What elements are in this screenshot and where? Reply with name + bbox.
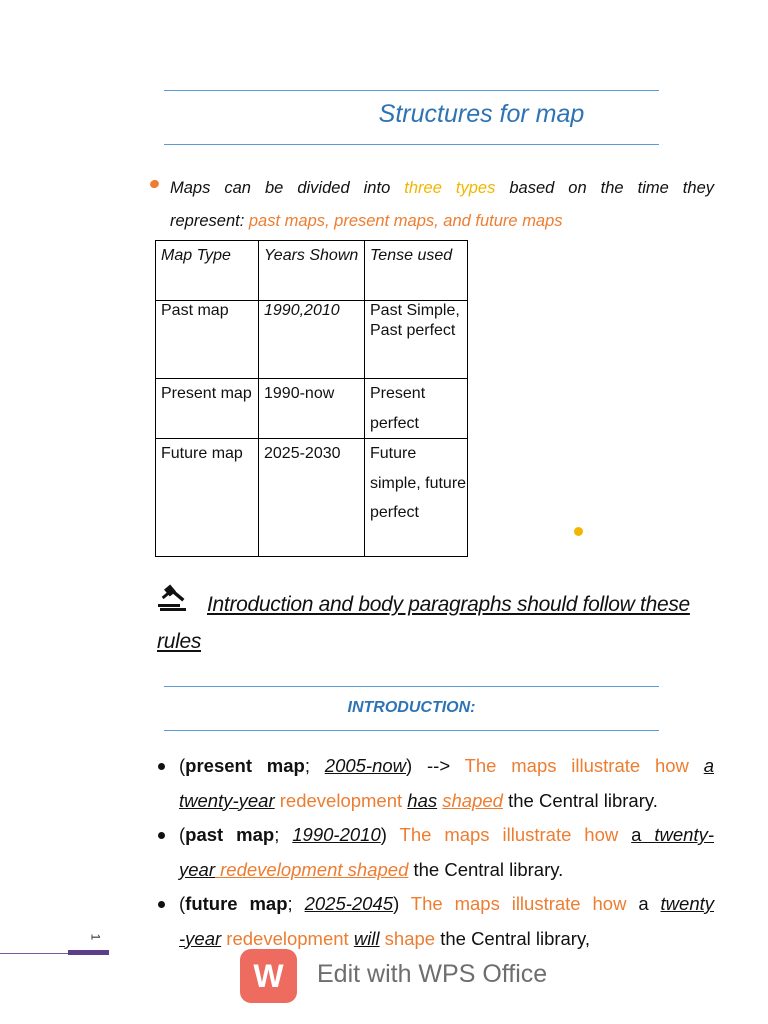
table-header-cell: Tense used xyxy=(365,241,468,301)
wps-logo-letter: W xyxy=(253,958,284,994)
table-cell: Past map xyxy=(156,301,259,379)
sentence-part: a xyxy=(631,824,642,845)
sentence-part: a xyxy=(638,893,661,914)
title-top-rule xyxy=(164,90,659,91)
page-title: Structures for map xyxy=(378,100,585,128)
bullet-line xyxy=(179,818,714,853)
bullet-line xyxy=(179,887,714,922)
bullet-line xyxy=(179,784,714,819)
sentence-part: the Central library, xyxy=(435,927,590,949)
years-range: 2025-2045 xyxy=(304,893,394,914)
sentence-part: The maps illustrate how xyxy=(410,893,639,914)
sentence-part: has xyxy=(407,789,438,811)
footer-bar xyxy=(68,950,109,955)
intro-text-3: based on the time they xyxy=(495,179,714,197)
wps-logo-icon[interactable] xyxy=(240,949,297,1003)
paren: ) xyxy=(393,893,411,914)
title-bottom-rule xyxy=(164,144,659,145)
intro-paragraph-line2 xyxy=(170,206,563,236)
years-range: 2005-now xyxy=(324,755,407,776)
table-header-cell: Years Shown xyxy=(259,241,365,301)
table-cell: 1990-now xyxy=(259,379,365,439)
table-cell: 1990,2010 xyxy=(259,301,365,379)
sentence-part: year xyxy=(179,858,215,880)
intro-text-4: represent: xyxy=(170,212,249,230)
table-row xyxy=(156,439,468,557)
sentence-part: shape xyxy=(379,927,436,949)
sentence-part: will xyxy=(353,927,380,949)
introduction-bullets xyxy=(157,749,714,956)
list-item xyxy=(157,818,714,887)
sentence-part: The maps illustrate how xyxy=(399,824,632,845)
intro-bottom-rule xyxy=(164,730,659,731)
years-range: 1990-2010 xyxy=(292,824,381,845)
table-cell: Future simple, future perfect xyxy=(365,439,468,557)
table-cell: Present map xyxy=(156,379,259,439)
intro-text-1: Maps can be divided into xyxy=(170,179,405,197)
table-cell: 2025-2030 xyxy=(259,439,365,557)
separator: ; xyxy=(287,893,305,914)
orange-bullet-icon xyxy=(149,178,161,189)
sentence-part: redevelopment shaped xyxy=(215,858,409,880)
table-row xyxy=(156,379,468,439)
bullet-line xyxy=(179,853,714,888)
table-header-row xyxy=(156,241,468,301)
sentence-part: twenty-year xyxy=(179,789,275,811)
sentence-part: the Central library. xyxy=(502,789,658,811)
map-type-table xyxy=(155,240,468,557)
intro-top-rule xyxy=(164,686,659,687)
sentence-part: redevelopment xyxy=(274,789,408,811)
page-number: 1 xyxy=(88,933,103,941)
paren: ( xyxy=(179,893,186,914)
sentence-part: the Central library. xyxy=(408,858,564,880)
separator: ; xyxy=(274,824,293,845)
map-kind: past map xyxy=(185,824,275,845)
paren-arrow: ) --> xyxy=(406,755,465,776)
paren: ) xyxy=(380,824,400,845)
map-kind: future map xyxy=(185,893,288,914)
paren: ( xyxy=(179,755,186,776)
sentence-part: twenty- xyxy=(641,824,715,845)
table-cell: Future map xyxy=(156,439,259,557)
sentence-part: -year xyxy=(179,927,222,949)
sentence-part: redevelopment xyxy=(221,927,354,949)
sentence-part: shaped xyxy=(442,789,503,811)
map-kind: present map xyxy=(185,755,305,776)
table-cell: Present perfect xyxy=(365,379,468,439)
introduction-label: INTRODUCTION: xyxy=(347,699,476,716)
paren: ( xyxy=(179,824,186,845)
footer-line xyxy=(0,953,68,954)
intro-map-types: past maps, present maps, and future maps xyxy=(248,212,563,230)
edit-with-wps-link[interactable]: Edit with WPS Office xyxy=(317,960,548,988)
sentence-part: The maps illustrate how xyxy=(464,755,704,776)
sentence-part: twenty xyxy=(660,893,715,914)
yellow-dot-icon xyxy=(574,527,583,536)
sentence-part: a xyxy=(703,755,715,776)
intro-paragraph-line1 xyxy=(170,170,714,206)
table-cell: Past Simple, Past perfect xyxy=(365,301,468,379)
intro-highlight-three-types: three types xyxy=(404,179,496,197)
list-item xyxy=(157,887,714,956)
list-item xyxy=(157,749,714,818)
bullet-line xyxy=(179,749,714,784)
rules-heading: Introduction and body paragraphs should follow these rules xyxy=(157,593,690,653)
separator: ; xyxy=(304,755,325,776)
table-row xyxy=(156,301,468,379)
table-header-cell: Map Type xyxy=(156,241,259,301)
